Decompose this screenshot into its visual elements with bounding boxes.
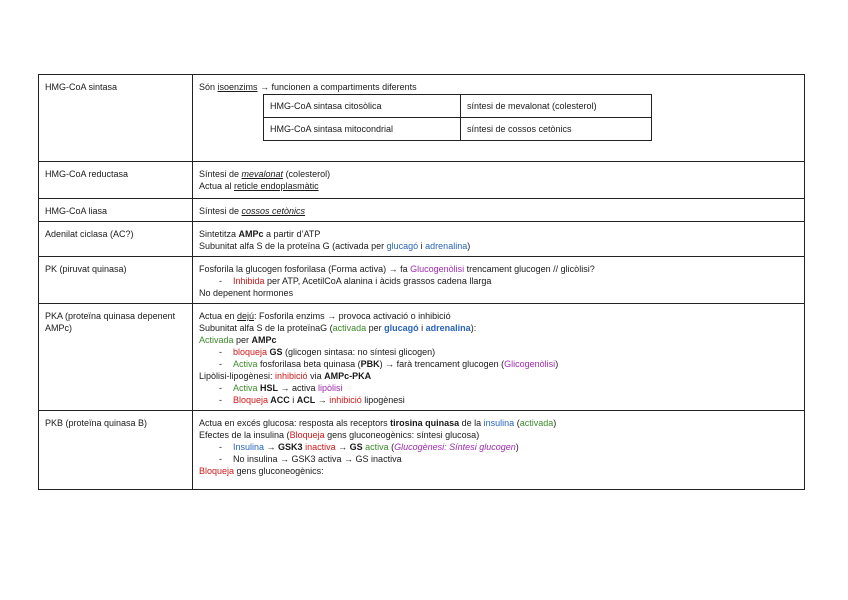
text: Subunitat alfa S de la proteïna G (activada per bbox=[199, 241, 387, 251]
table-row bbox=[39, 162, 805, 199]
table-row bbox=[39, 304, 805, 411]
table-row bbox=[39, 199, 805, 222]
table-row bbox=[39, 411, 805, 490]
text: ( bbox=[514, 418, 520, 428]
text: (colesterol) bbox=[283, 169, 331, 179]
text: inhibició bbox=[329, 395, 362, 405]
text: Actua en excés glucosa: resposta als receptors bbox=[199, 418, 391, 428]
text: a partir d’ATP bbox=[263, 229, 321, 239]
text: i bbox=[418, 241, 426, 251]
text: Subunitat alfa S de la proteïnaG ( bbox=[199, 323, 333, 333]
text: Activa bbox=[233, 383, 258, 393]
row-label bbox=[39, 162, 193, 199]
text: gens gluconeogènics: bbox=[234, 466, 324, 476]
text: Bloqueja bbox=[289, 430, 325, 440]
text: trencament glucogen // glicòlisi? bbox=[464, 264, 595, 274]
text: Activada bbox=[199, 335, 234, 345]
text: AMPc bbox=[238, 229, 264, 239]
text: i bbox=[418, 323, 426, 333]
text: Síntesi de bbox=[199, 169, 242, 179]
text: → activa bbox=[278, 383, 319, 393]
table-row bbox=[39, 75, 805, 162]
text: activada bbox=[332, 323, 367, 333]
text: GSK3 bbox=[278, 442, 303, 452]
row-label bbox=[39, 411, 193, 490]
text: Bloqueja bbox=[233, 395, 269, 405]
row-label bbox=[39, 257, 193, 304]
text: fosforilasa beta quinasa ( bbox=[257, 359, 361, 369]
text: No depenent hormones bbox=[199, 288, 294, 298]
text: Actua en bbox=[199, 311, 238, 321]
text: via bbox=[307, 371, 325, 381]
row-label-text: Adenilat ciclasa (AC?) bbox=[45, 229, 134, 239]
table-row bbox=[39, 257, 805, 304]
text: Glucogènesi: Síntesi glucogen bbox=[394, 442, 516, 452]
text: isoenzims bbox=[217, 82, 258, 92]
text: Lipòlisi-lipogènesi: bbox=[199, 371, 276, 381]
text: per bbox=[366, 323, 385, 333]
table-cell: HMG-CoA sintasa citosòlica bbox=[264, 95, 461, 118]
text: mevalonat bbox=[241, 169, 284, 179]
row-label bbox=[39, 75, 193, 162]
text: ) bbox=[555, 359, 559, 369]
text: HSL bbox=[257, 383, 279, 393]
row-label-text: PK (piruvat quinasa) bbox=[45, 264, 127, 274]
text: bloqueja bbox=[233, 347, 268, 357]
text: Actua al bbox=[199, 181, 235, 191]
text: activada bbox=[519, 418, 554, 428]
text: tirosina quinasa bbox=[390, 418, 460, 428]
text: ACL bbox=[296, 395, 316, 405]
text: → bbox=[315, 395, 330, 405]
text: Inhibida bbox=[233, 276, 265, 286]
text: Activa bbox=[233, 359, 258, 369]
text: → bbox=[335, 442, 350, 452]
enzyme-table bbox=[38, 74, 805, 490]
text: GS bbox=[267, 347, 283, 357]
row-content: Actua en dejú: Fosforila enzims → provoca activació o inhibició Subunitat alfa S de la proteïnaG (activada per glucagó i adrenalina): Activada per AMPc - bloqueja GS (glicogen sintasa: no síntesi glicogen) - Activa fosforilasa beta quinasa (PBK) → farà trencament glucogen (Glicogenòlisi) Lipòlisi-lipogènesi: inhibició via AMPc-PKA - Activa HSL → activa lipòlisi - Bloqueja ACC i ACL → inhibició lipogènesi bbox=[193, 304, 805, 411]
text: GS bbox=[349, 442, 363, 452]
text: lipòlisi bbox=[318, 383, 343, 393]
table-cell: síntesi de mevalonat (colesterol) bbox=[461, 95, 652, 118]
text: gens gluconeogènics: síntesi glucosa) bbox=[324, 430, 480, 440]
text: insulina bbox=[483, 418, 515, 428]
text: AMPc bbox=[251, 335, 277, 345]
text: : Fosforila enzims → provoca activació o inhibició bbox=[254, 311, 451, 321]
row-label-text: HMG-CoA liasa bbox=[45, 206, 108, 216]
text: ACC bbox=[268, 395, 290, 405]
row-label-text: HMG-CoA reductasa bbox=[45, 169, 129, 179]
text: ) bbox=[553, 418, 557, 428]
text: Bloqueja bbox=[199, 466, 235, 476]
text: (glicogen sintasa: no síntesi glicogen) bbox=[282, 347, 436, 357]
text: inactiva bbox=[302, 442, 336, 452]
text: → funcionen a compartiments diferents bbox=[257, 82, 417, 92]
table-cell: síntesi de cossos cetònics bbox=[461, 118, 652, 141]
text: No insulina → GSK3 activa → GS inactiva bbox=[233, 454, 402, 464]
text: Efectes de la insulina ( bbox=[199, 430, 290, 440]
text: Síntesi de bbox=[199, 206, 242, 216]
row-content bbox=[193, 199, 805, 222]
text: reticle endoplasmàtic bbox=[234, 181, 319, 191]
text: ) bbox=[467, 241, 471, 251]
row-content bbox=[193, 222, 805, 257]
table-cell: HMG-CoA sintasa mitocondrial bbox=[264, 118, 461, 141]
text: i bbox=[289, 395, 297, 405]
text: Glicogenòlisi bbox=[504, 359, 556, 369]
text: ( bbox=[388, 442, 395, 452]
text: per bbox=[233, 335, 252, 345]
text: glucagó bbox=[384, 323, 419, 333]
text: per ATP, AcetilCoA alanina i àcids grassos cadena llarga bbox=[264, 276, 492, 286]
table-row bbox=[39, 222, 805, 257]
text: glucagó bbox=[386, 241, 419, 251]
row-label-text: HMG-CoA sintasa bbox=[45, 82, 118, 92]
row-label bbox=[39, 199, 193, 222]
text: AMPc-PKA bbox=[324, 371, 372, 381]
text: inhibició bbox=[275, 371, 308, 381]
row-label bbox=[39, 304, 193, 411]
text: adrenalina bbox=[425, 323, 471, 333]
text: Sintetitza bbox=[199, 229, 239, 239]
text: lipogènesi bbox=[361, 395, 405, 405]
row-label bbox=[39, 222, 193, 257]
text: ): bbox=[470, 323, 477, 333]
table-row bbox=[264, 95, 652, 118]
text: de la bbox=[459, 418, 484, 428]
table-row bbox=[264, 118, 652, 141]
text: Glucogenòlisi bbox=[410, 264, 465, 274]
text: cossos cetònics bbox=[241, 206, 306, 216]
row-label-text: PKA (proteïna quinasa depenent AMPc) bbox=[45, 311, 176, 333]
text: ) bbox=[515, 442, 519, 452]
text: activa bbox=[362, 442, 389, 452]
text: PBK bbox=[360, 359, 380, 369]
text: dejú bbox=[237, 311, 255, 321]
row-content bbox=[193, 162, 805, 199]
row-content: Fosforila la glucogen fosforilasa (Forma activa) → fa Glucogenòlisi trencament glucogen // glicòlisi? - Inhibida per ATP, AcetilCoA alanina i àcids grassos cadena llarga No depenent hormones bbox=[193, 257, 805, 304]
text: Són bbox=[199, 82, 218, 92]
isoenzyme-table bbox=[263, 94, 652, 141]
text: → bbox=[264, 442, 279, 452]
text: adrenalina bbox=[425, 241, 468, 251]
text: Fosforila la glucogen fosforilasa (Forma activa) → fa bbox=[199, 264, 411, 274]
text: Insulina bbox=[233, 442, 265, 452]
row-content bbox=[193, 75, 805, 162]
text: ) → farà trencament glucogen ( bbox=[379, 359, 505, 369]
row-label-text: PKB (proteïna quinasa B) bbox=[45, 418, 148, 428]
row-content: Actua en excés glucosa: resposta als receptors tirosina quinasa de la insulina (activada) Efectes de la insulina (Bloqueja gens gluconeogènics: síntesi glucosa) - Insulina → GSK3 inactiva → GS activa (Glucogènesi: Síntesi glucogen) - No insulina → GSK3 activa → GS inactiva Bloqueja gens gluconeogènics: bbox=[193, 411, 805, 490]
